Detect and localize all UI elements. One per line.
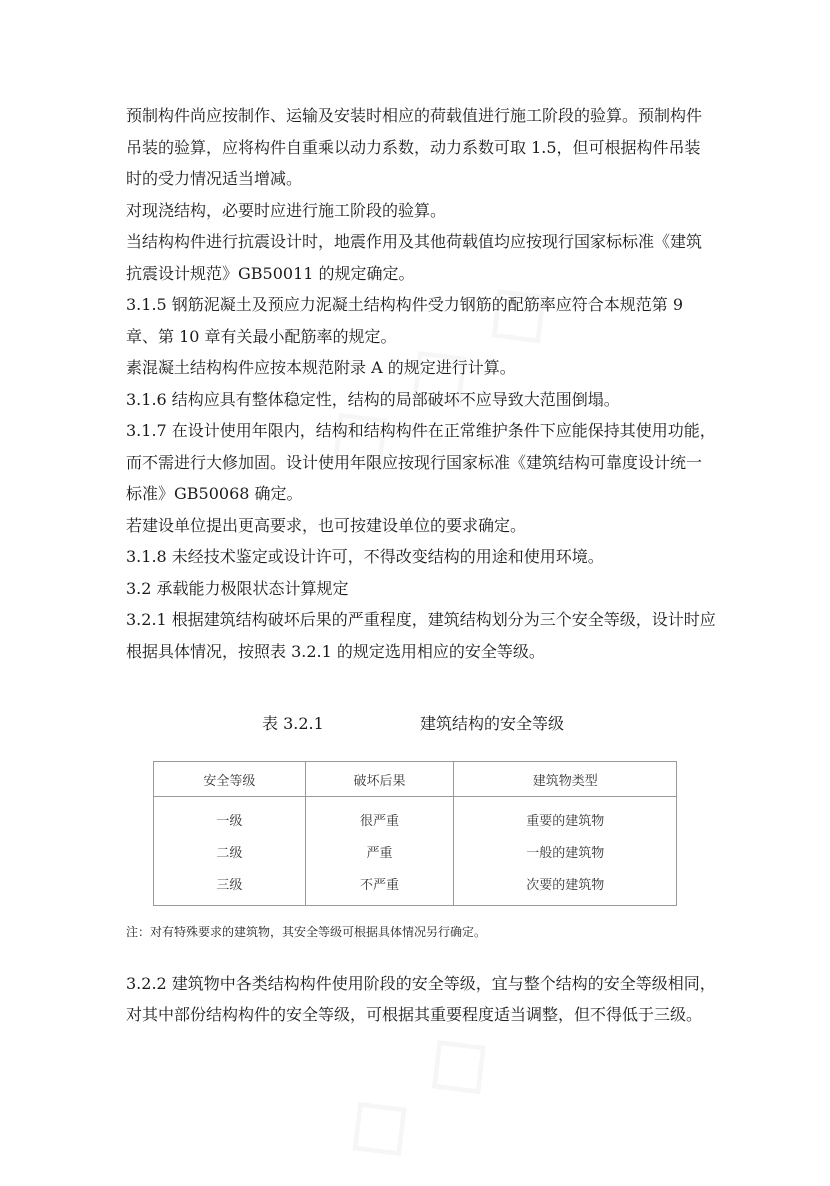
body-text-bottom bbox=[126, 968, 716, 1030]
table-cell: 三级 bbox=[154, 867, 306, 906]
table-cell: 一般的建筑物 bbox=[454, 835, 677, 867]
paragraph: 3.1.7 在设计使用年限内，结构和结构构件在正常维护条件下应能保持其使用功能，而不需进行大修加固。设计使用年限应按现行国家标准《建筑结构可靠度设计统一标准》GB50068 确定。 bbox=[126, 421, 716, 503]
table-cell: 一级 bbox=[154, 797, 306, 836]
table-row bbox=[154, 835, 677, 867]
paragraph: 3.1.5 钢筋泥凝土及预应力泥凝土结构构件受力钢筋的配筋率应符合本规范第 9 章、第 10 章有关最小配筋率的规定。 bbox=[126, 295, 684, 346]
paragraph: 3.2.2 建筑物中各类结构构件使用阶段的安全等级，宜与整个结构的安全等级相同，对其中部份结构构件的安全等级，可根据其重要程度适当调整，但不得低于三级。 bbox=[126, 974, 716, 1024]
paragraph: 3.1.8 未经技术鉴定或设计许可，不得改变结构的用途和使用环境。 bbox=[126, 547, 604, 566]
paragraph: 若建设单位提出更高要求，也可按建设单位的要求确定。 bbox=[126, 515, 527, 535]
body-text-top bbox=[126, 100, 716, 667]
paragraph: 预制构件尚应按制作、运输及安装时相应的荷载值进行施工阶段的验算。预制构件吊装的验算，应将构件自重乘以动力系数，动力系数可取 1.5，但可根据构件吊装时的受力情况适当增减。 bbox=[126, 106, 703, 188]
table-note: 注：对有特殊要求的建筑物，其安全等级可根据具体情况另行确定。 bbox=[126, 925, 487, 939]
table-number: 表 3.2.1 bbox=[262, 714, 324, 733]
table-cell: 二级 bbox=[154, 835, 306, 867]
paragraph: 对现浇结构，必要时应进行施工阶段的验算。 bbox=[126, 200, 447, 220]
table-header-cell: 破坏后果 bbox=[305, 762, 454, 797]
table-title: 建筑结构的安全等级 bbox=[420, 714, 565, 733]
table-row bbox=[154, 797, 677, 836]
table-header-row bbox=[154, 762, 677, 797]
safety-grade-table bbox=[153, 761, 677, 906]
table-row bbox=[154, 867, 677, 906]
table-cell: 不严重 bbox=[305, 867, 454, 906]
table-cell: 严重 bbox=[305, 835, 454, 867]
table-cell: 很严重 bbox=[305, 797, 454, 836]
paragraph: 3.2.1 根据建筑结构破坏后果的严重程度，建筑结构划分为三个安全等级，设计时应根据具体情况，按照表 3.2.1 的规定选用相应的安全等级。 bbox=[126, 610, 716, 661]
paragraph: 素混凝土结构构件应按本规范附录 A 的规定进行计算。 bbox=[126, 358, 516, 377]
section-heading: 3.2 承载能力极限状态计算规定 bbox=[126, 578, 349, 598]
table-cell: 次要的建筑物 bbox=[454, 867, 677, 906]
table-header-cell: 安全等级 bbox=[154, 762, 306, 797]
table-cell: 重要的建筑物 bbox=[454, 797, 677, 836]
paragraph: 3.1.6 结构应具有整体稳定性，结构的局部破坏不应导致大范围倒塌。 bbox=[126, 389, 620, 409]
table-header-cell: 建筑物类型 bbox=[454, 762, 677, 797]
paragraph: 当结构构件进行抗震设计时，地震作用及其他荷载值均应按现行国家标标准《建筑抗震设计规范》GB50011 的规定确定。 bbox=[126, 232, 703, 283]
